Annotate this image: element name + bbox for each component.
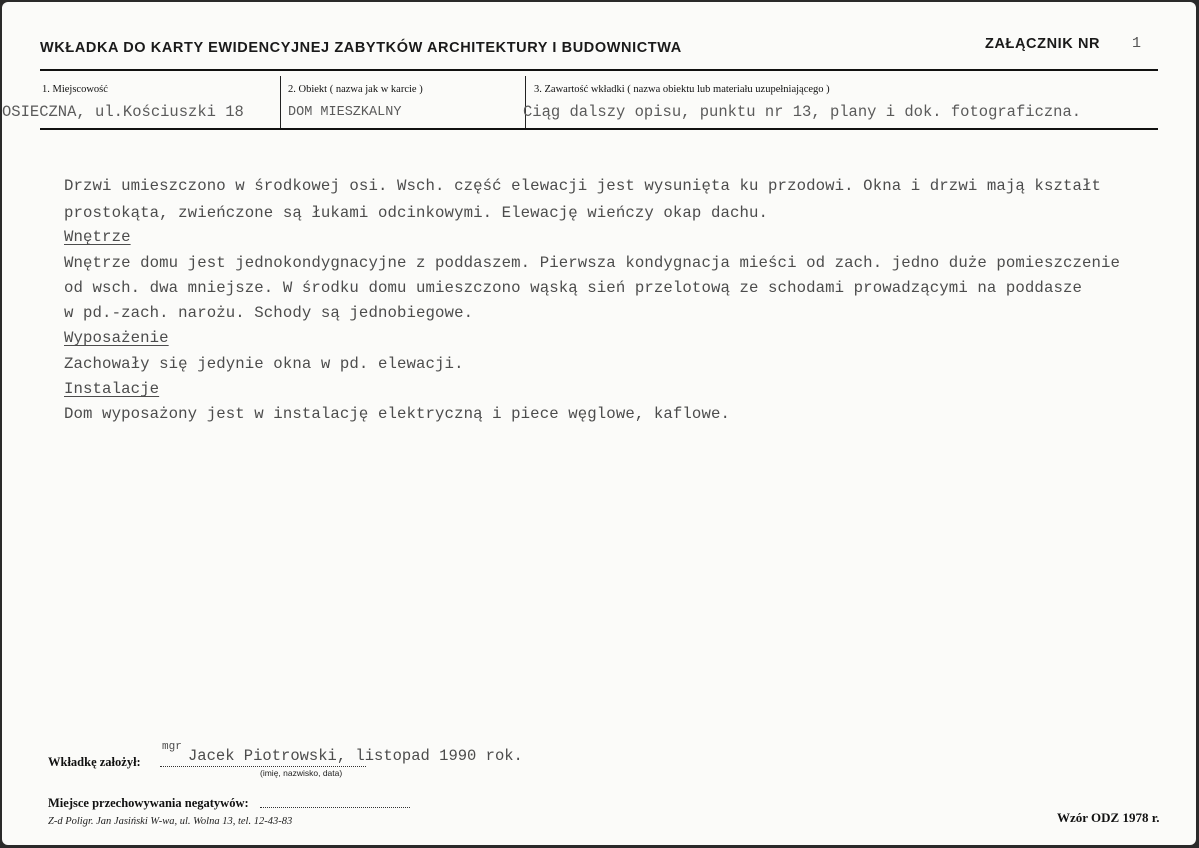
record-card [2,2,1196,845]
field-divider-1 [280,76,281,128]
header-top-rule [40,69,1158,71]
founder-prefix: mgr [162,741,182,753]
founder-value: Jacek Piotrowski, listopad 1990 rok. [188,747,523,765]
locality-value: OSIECZNA, ul.Kościuszki 18 [2,103,244,121]
founder-dotted-line [160,766,366,767]
form-title: WKŁADKA DO KARTY EWIDENCYJNEJ ZABYTKÓW ARCHITEKTURY I BUDOWNICTWA [40,40,682,56]
printer-imprint: Z-d Poligr. Jan Jasiński W-wa, ul. Wolna 13, tel. 12-43-83 [48,816,293,827]
heading-installation: Instalacje [64,380,160,398]
heading-equipment: Wyposażenie [64,329,169,347]
header-bottom-rule [40,128,1158,130]
object-label: 2. Obiekt ( nazwa jak w karcie ) [288,84,423,95]
body-line-6: Zachowały się jedynie okna w pd. elewacji. [64,355,464,373]
body-line-7: Dom wyposażony jest w instalację elektryczną i piece węglowe, kaflowe. [64,405,730,423]
content-label: 3. Zawartość wkładki ( nazwa obiektu lub materiału uzupełniającego ) [534,84,830,95]
body-line-4: od wsch. dwa mniejsze. W środku domu umieszczono wąską sień przelotową ze schodami prowadzącymi na poddasze [64,279,1083,297]
body-line-2: prostokąta, zwieńczone są łukami odcinkowymi. Elewację wieńczy okap dachu. [64,204,769,222]
content-value: Ciąg dalszy opisu, punktu nr 13, plany i dok. fotograficzna. [523,103,1082,121]
body-line-5: w pd.-zach. narożu. Schody są jednobiegowe. [64,304,474,322]
negatives-dotted-line [260,807,410,808]
object-value: DOM MIESZKALNY [288,105,402,120]
body-line-1: Drzwi umieszczono w środkowej osi. Wsch. część elewacji jest wysunięta ku przodowi. Okna i drzwi mają kształt [64,177,1102,195]
annex-label: ZAŁĄCZNIK NR [985,36,1101,52]
heading-interior: Wnętrze [64,228,131,246]
form-code: Wzór ODZ 1978 r. [1057,810,1160,825]
negatives-label: Miejsce przechowywania negatywów: [48,796,249,810]
annex-number: 1 [1132,35,1142,52]
founder-hint: (imię, nazwisko, data) [260,768,343,778]
founder-label: Wkładkę założył: [48,755,141,769]
locality-label: 1. Miejscowość [42,84,108,95]
body-line-3: Wnętrze domu jest jednokondygnacyjne z poddaszem. Pierwsza kondygnacja mieści od zach. jedno duże pomieszczenie [64,254,1121,272]
